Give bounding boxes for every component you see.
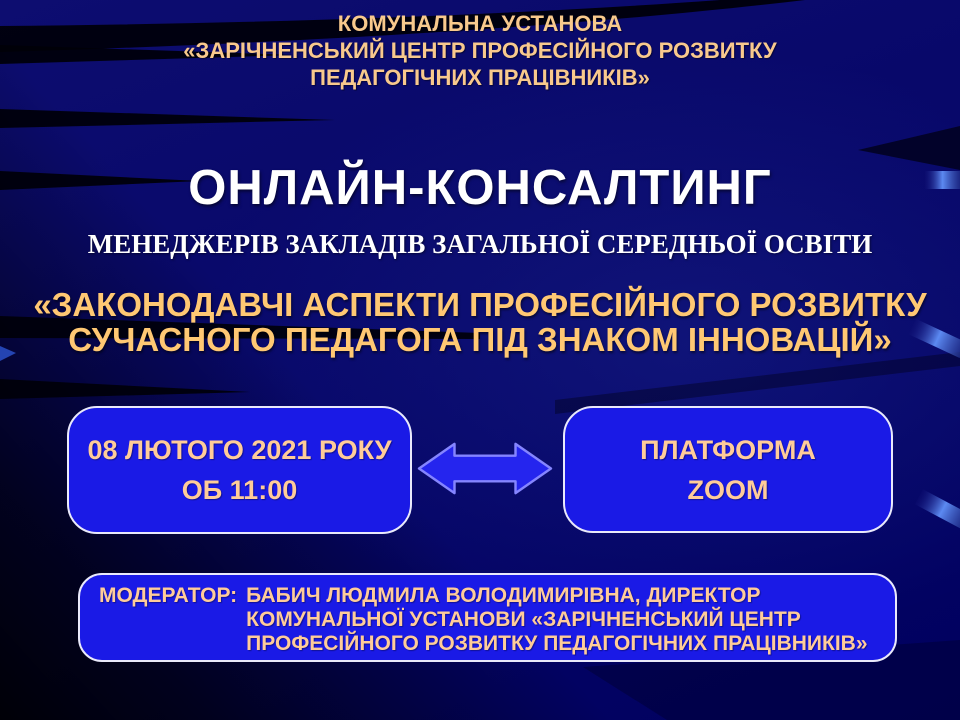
moderator-text bbox=[246, 584, 868, 655]
moderator-line1: БАБИЧ ЛЮДМИЛА ВОЛОДИМИРІВНА, ДИРЕКТОР bbox=[246, 584, 761, 607]
left-right-arrow-icon bbox=[414, 437, 556, 500]
org-header-line1: КОМУНАЛЬНА УСТАНОВА bbox=[337, 11, 623, 36]
platform-box bbox=[563, 406, 893, 533]
org-header-line3: ПЕДАГОГІЧНИХ ПРАЦІВНИКІВ» bbox=[310, 65, 650, 90]
moderator-label: МОДЕРАТОР: bbox=[99, 584, 238, 607]
event-title: ОНЛАЙН-КОНСАЛТИНГ bbox=[188, 161, 772, 215]
event-subtitle: МЕНЕДЖЕРІВ ЗАКЛАДІВ ЗАГАЛЬНОЇ СЕРЕДНЬОЇ ОСВІТИ bbox=[87, 229, 873, 259]
date-line: 08 ЛЮТОГО 2021 РОКУ bbox=[87, 435, 392, 465]
time-line: ОБ 11:00 bbox=[181, 475, 298, 505]
org-header-line2: «ЗАРІЧНЕНСЬКИЙ ЦЕНТР ПРОФЕСІЙНОГО РОЗВИТКУ bbox=[183, 38, 777, 63]
ribbon-decoration bbox=[915, 489, 960, 529]
org-header bbox=[0, 10, 960, 91]
topic-line2: СУЧАСНОГО ПЕДАГОГА ПІД ЗНАКОМ ІННОВАЦІЙ» bbox=[68, 321, 892, 358]
date-box bbox=[67, 406, 412, 534]
platform-name: ZOOM bbox=[687, 474, 769, 505]
moderator-box bbox=[78, 573, 897, 662]
platform-line: ПЛАТФОРМА bbox=[640, 434, 816, 465]
moderator-line3: ПРОФЕСІЙНОГО РОЗВИТКУ ПЕДАГОГІЧНИХ ПРАЦІВНИКІВ» bbox=[246, 632, 868, 655]
event-topic bbox=[0, 287, 960, 357]
topic-line1: «ЗАКОНОДАВЧІ АСПЕКТИ ПРОФЕСІЙНОГО РОЗВИТКУ bbox=[33, 286, 927, 323]
moderator-line2: КОМУНАЛЬНОЇ УСТАНОВИ «ЗАРІЧНЕНСЬКИЙ ЦЕНТР bbox=[246, 608, 801, 631]
